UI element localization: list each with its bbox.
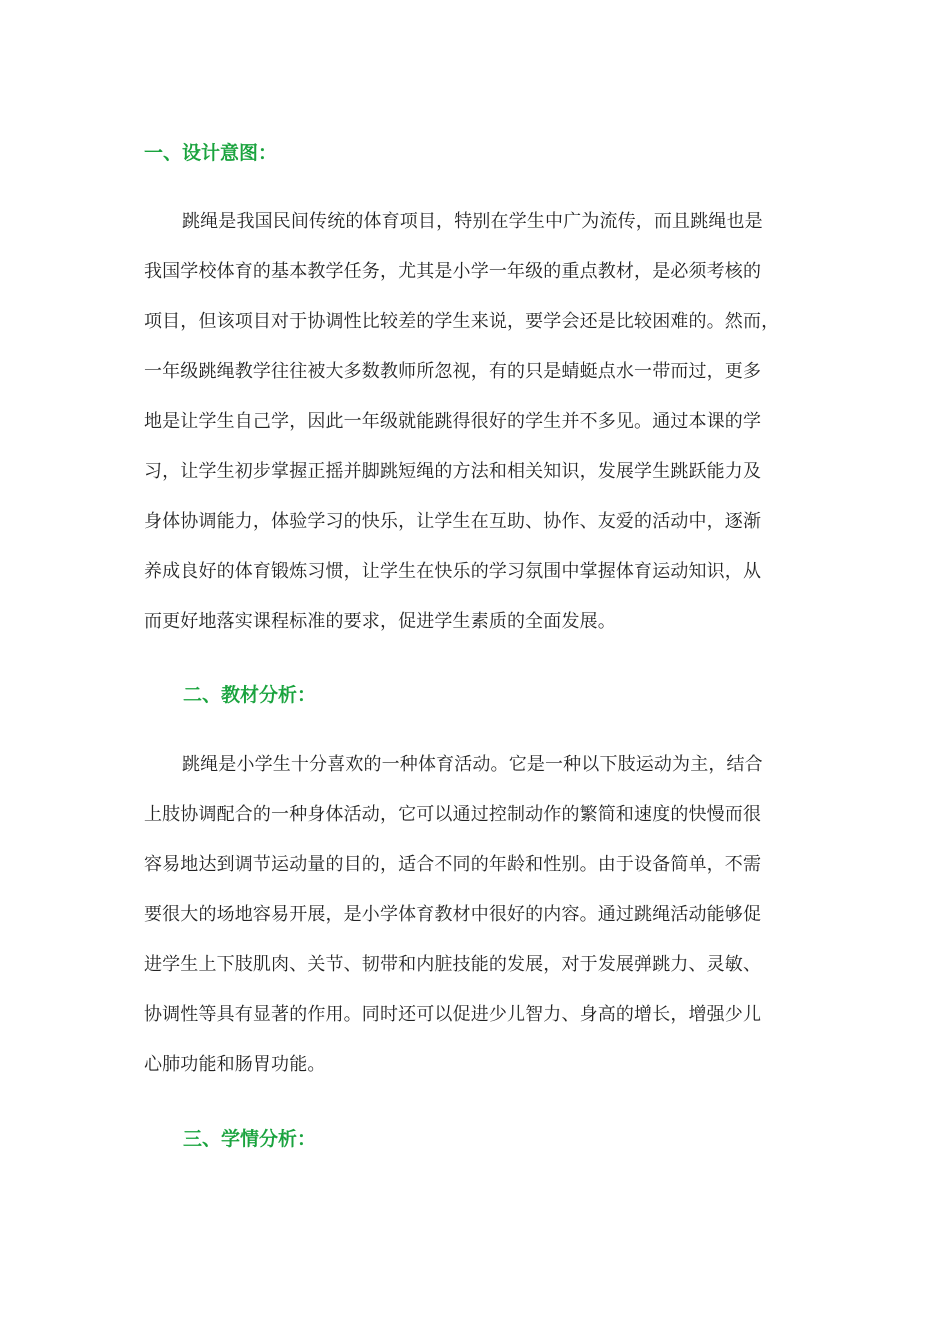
paragraph-line: 项目，但该项目对于协调性比较差的学生来说，要学会还是比较困难的。然而， xyxy=(144,311,780,332)
section-heading-design-intent: 一、设计意图： xyxy=(144,142,278,164)
paragraph-line: 要很大的场地容易开展，是小学体育教材中很好的内容。通过跳绳活动能够促 xyxy=(144,904,762,925)
paragraph-line: 地是让学生自己学，因此一年级就能跳得很好的学生并不多见。通过本课的学 xyxy=(144,411,762,432)
paragraph-line: 容易地达到调节运动量的目的，适合不同的年龄和性别。由于设备简单，不需 xyxy=(144,854,762,875)
paragraph-line: 跳绳是小学生十分喜欢的一种体育活动。它是一种以下肢运动为主，结合 xyxy=(182,754,763,775)
paragraph-line: 心肺功能和肠胃功能。 xyxy=(144,1054,326,1075)
paragraph-line: 一年级跳绳教学往往被大多数教师所忽视，有的只是蜻蜓点水一带而过，更多 xyxy=(144,361,762,382)
paragraph-line: 进学生上下肢肌肉、关节、韧带和内脏技能的发展，对于发展弹跳力、灵敏、 xyxy=(144,954,762,975)
paragraph-line: 协调性等具有显著的作用。同时还可以促进少儿智力、身高的增长，增强少儿 xyxy=(144,1004,762,1025)
paragraph-line: 习，让学生初步掌握正摇并脚跳短绳的方法和相关知识，发展学生跳跃能力及 xyxy=(144,461,762,482)
section-heading-material-analysis: 二、教材分析： xyxy=(183,684,317,706)
paragraph-line: 我国学校体育的基本教学任务，尤其是小学一年级的重点教材，是必须考核的 xyxy=(144,261,762,282)
section-heading-student-analysis: 三、学情分析： xyxy=(183,1128,317,1150)
paragraph-line: 跳绳是我国民间传统的体育项目，特别在学生中广为流传，而且跳绳也是 xyxy=(182,211,763,232)
paragraph-line: 身体协调能力，体验学习的快乐，让学生在互助、协作、友爱的活动中，逐渐 xyxy=(144,511,762,532)
paragraph-line: 而更好地落实课程标准的要求，促进学生素质的全面发展。 xyxy=(144,611,616,632)
paragraph-line: 养成良好的体育锻炼习惯，让学生在快乐的学习氛围中掌握体育运动知识，从 xyxy=(144,561,762,582)
paragraph-line: 上肢协调配合的一种身体活动，它可以通过控制动作的繁简和速度的快慢而很 xyxy=(144,804,762,825)
